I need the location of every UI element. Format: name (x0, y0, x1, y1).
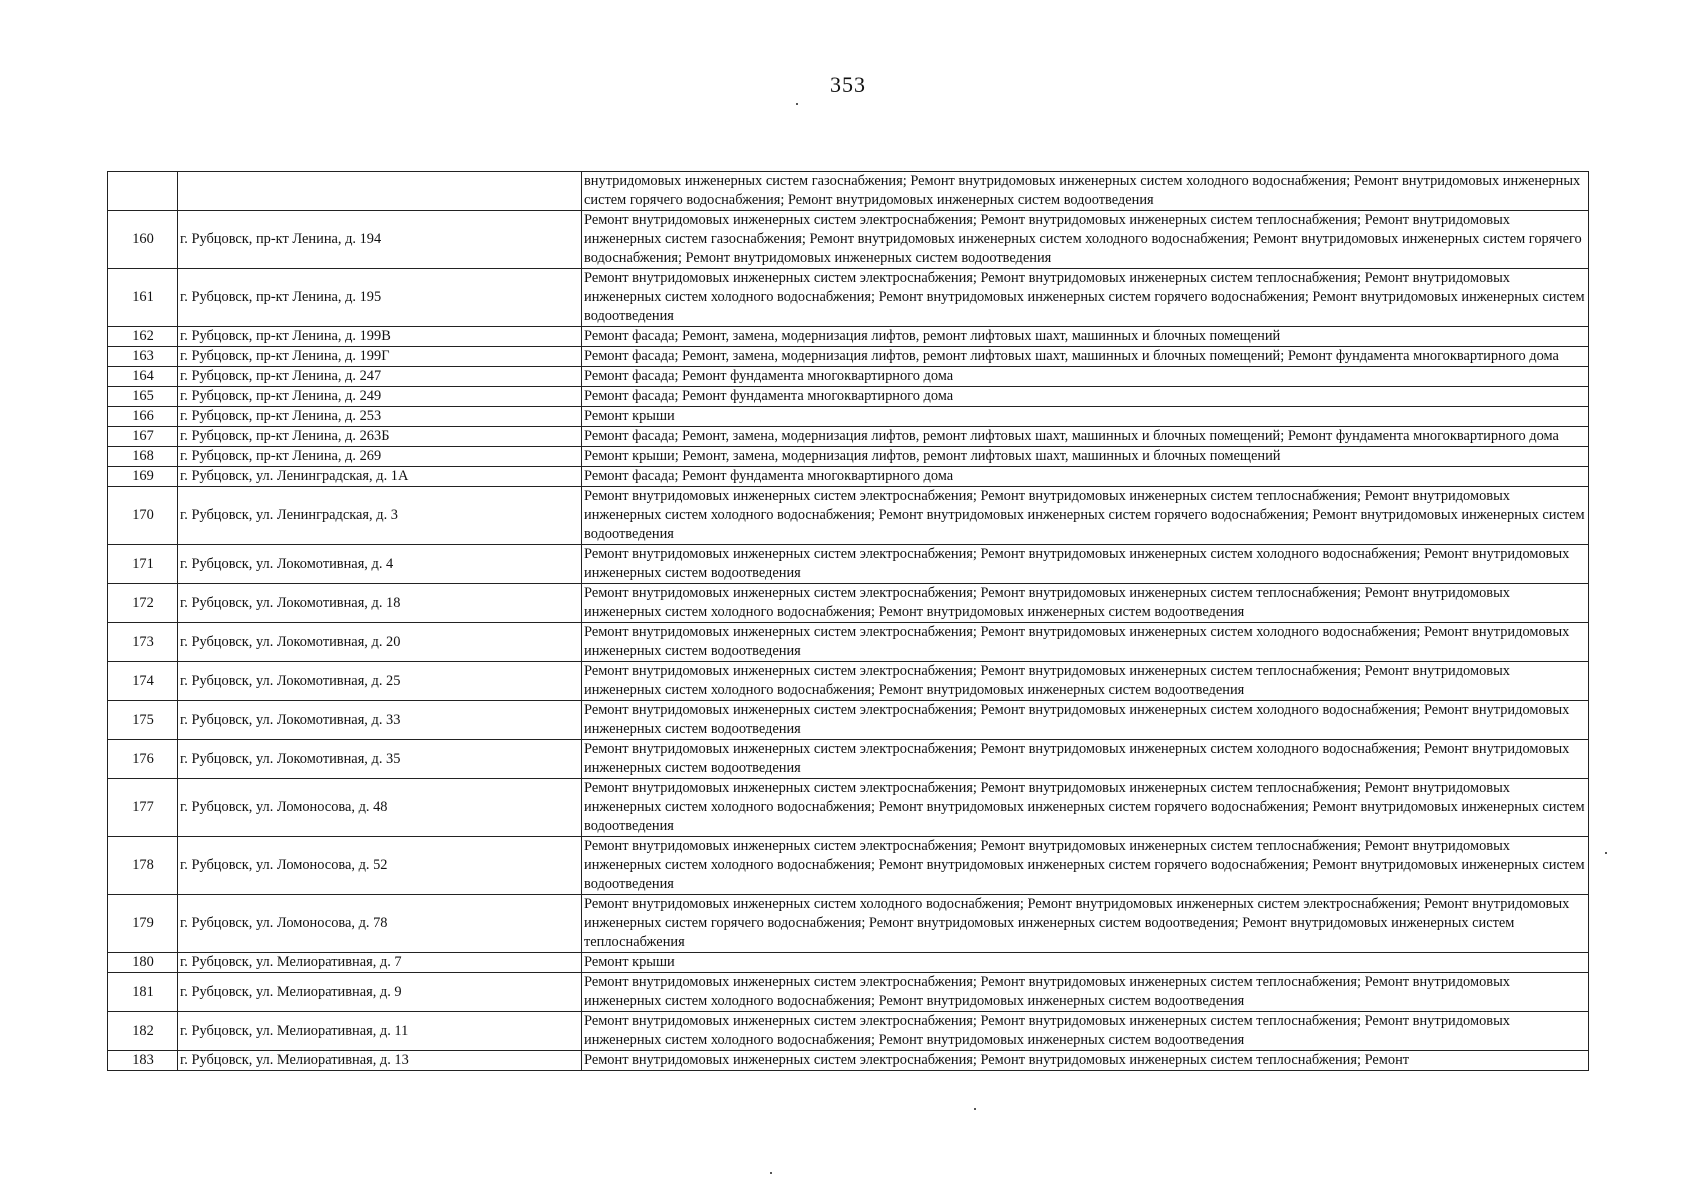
table-row (108, 953, 1589, 973)
address-cell: г. Рубцовск, ул. Локомотивная, д. 4 (178, 545, 582, 584)
scan-speck (1605, 852, 1607, 854)
row-number-cell: 166 (108, 407, 178, 427)
row-number-cell: 168 (108, 447, 178, 467)
table-row (108, 701, 1589, 740)
address-cell: г. Рубцовск, пр-кт Ленина, д. 195 (178, 269, 582, 327)
table-row (108, 269, 1589, 327)
row-number-cell: 170 (108, 487, 178, 545)
works-cell: Ремонт внутридомовых инженерных систем электроснабжения; Ремонт внутридомовых инженерных систем холодного водоснабжения; Ремонт внутридомовых инженерных систем водоотведения (582, 545, 1589, 584)
works-cell: Ремонт внутридомовых инженерных систем электроснабжения; Ремонт внутридомовых инженерных систем холодного водоснабжения; Ремонт внутридомовых инженерных систем водоотведения (582, 701, 1589, 740)
address-cell: г. Рубцовск, ул. Ленинградская, д. 1А (178, 467, 582, 487)
registry-table (107, 171, 1589, 1071)
registry-table-body (108, 172, 1589, 1071)
row-number-cell: 180 (108, 953, 178, 973)
works-cell: Ремонт внутридомовых инженерных систем электроснабжения; Ремонт внутридомовых инженерных систем холодного водоснабжения; Ремонт внутридомовых инженерных систем водоотведения (582, 740, 1589, 779)
table-row (108, 584, 1589, 623)
address-cell: г. Рубцовск, пр-кт Ленина, д. 199Г (178, 347, 582, 367)
works-cell: Ремонт внутридомовых инженерных систем электроснабжения; Ремонт внутридомовых инженерных систем теплоснабжения; Ремонт внутридомовых инженерных систем холодного водоснабжения; Ремонт внутридомовых инженерных систем горячего водоснабжения; Ремонт внутридомовых инженерных систем водоотведения (582, 269, 1589, 327)
row-number-cell: 169 (108, 467, 178, 487)
table-row (108, 407, 1589, 427)
table-row (108, 545, 1589, 584)
table-row (108, 779, 1589, 837)
row-number-cell: 172 (108, 584, 178, 623)
table-row (108, 1051, 1589, 1071)
address-cell: г. Рубцовск, пр-кт Ленина, д. 263Б (178, 427, 582, 447)
works-cell: Ремонт фасада; Ремонт фундамента многоквартирного дома (582, 467, 1589, 487)
row-number-cell: 171 (108, 545, 178, 584)
works-cell: Ремонт внутридомовых инженерных систем электроснабжения; Ремонт внутридомовых инженерных систем теплоснабжения; Ремонт внутридомовых инженерных систем холодного водоснабжения; Ремонт внутридомовых инженерных систем водоотведения (582, 1012, 1589, 1051)
works-cell: внутридомовых инженерных систем газоснабжения; Ремонт внутридомовых инженерных систем холодного водоснабжения; Ремонт внутридомовых инженерных систем горячего водоснабжения; Ремонт внутридомовых инженерных систем водоотведения (582, 172, 1589, 211)
address-cell: г. Рубцовск, ул. Ленинградская, д. 3 (178, 487, 582, 545)
works-cell: Ремонт внутридомовых инженерных систем электроснабжения; Ремонт внутридомовых инженерных систем теплоснабжения; Ремонт внутридомовых инженерных систем холодного водоснабжения; Ремонт внутридомовых инженерных систем горячего водоснабжения; Ремонт внутридомовых инженерных систем водоотведения (582, 487, 1589, 545)
row-number-cell: 179 (108, 895, 178, 953)
row-number-cell: 167 (108, 427, 178, 447)
address-cell: г. Рубцовск, ул. Локомотивная, д. 25 (178, 662, 582, 701)
row-number-cell: 175 (108, 701, 178, 740)
address-cell: г. Рубцовск, ул. Ломоносова, д. 48 (178, 779, 582, 837)
works-cell: Ремонт внутридомовых инженерных систем электроснабжения; Ремонт внутридомовых инженерных систем теплоснабжения; Ремонт внутридомовых инженерных систем холодного водоснабжения; Ремонт внутридомовых инженерных систем водоотведения (582, 662, 1589, 701)
works-cell: Ремонт фасада; Ремонт, замена, модернизация лифтов, ремонт лифтовых шахт, машинных и блочных помещений; Ремонт фундамента многоквартирного дома (582, 347, 1589, 367)
table-row (108, 1012, 1589, 1051)
address-cell: г. Рубцовск, пр-кт Ленина, д. 269 (178, 447, 582, 467)
table-row (108, 662, 1589, 701)
page-number: 353 (830, 72, 866, 97)
address-cell: г. Рубцовск, ул. Мелиоративная, д. 7 (178, 953, 582, 973)
table-row (108, 447, 1589, 467)
row-number-cell: 178 (108, 837, 178, 895)
address-cell: г. Рубцовск, ул. Локомотивная, д. 35 (178, 740, 582, 779)
row-number-cell (108, 172, 178, 211)
table-row (108, 172, 1589, 211)
address-cell (178, 172, 582, 211)
row-number-cell: 162 (108, 327, 178, 347)
scan-speck (770, 1172, 772, 1174)
works-cell: Ремонт фасада; Ремонт фундамента многоквартирного дома (582, 367, 1589, 387)
table-row (108, 623, 1589, 662)
address-cell: г. Рубцовск, пр-кт Ленина, д. 247 (178, 367, 582, 387)
table-row (108, 895, 1589, 953)
works-cell: Ремонт внутридомовых инженерных систем электроснабжения; Ремонт внутридомовых инженерных систем теплоснабжения; Ремонт внутридомовых инженерных систем холодного водоснабжения; Ремонт внутридомовых инженерных систем водоотведения (582, 973, 1589, 1012)
row-number-cell: 160 (108, 211, 178, 269)
row-number-cell: 173 (108, 623, 178, 662)
address-cell: г. Рубцовск, пр-кт Ленина, д. 194 (178, 211, 582, 269)
table-row (108, 347, 1589, 367)
table-row (108, 387, 1589, 407)
address-cell: г. Рубцовск, ул. Локомотивная, д. 20 (178, 623, 582, 662)
works-cell: Ремонт внутридомовых инженерных систем холодного водоснабжения; Ремонт внутридомовых инженерных систем электроснабжения; Ремонт внутридомовых инженерных систем горячего водоснабжения; Ремонт внутридомовых инженерных систем водоотведения; Ремонт внутридомовых инженерных систем теплоснабжения (582, 895, 1589, 953)
scan-speck (796, 103, 798, 105)
table-row (108, 487, 1589, 545)
table-row (108, 740, 1589, 779)
address-cell: г. Рубцовск, пр-кт Ленина, д. 199В (178, 327, 582, 347)
table-row (108, 467, 1589, 487)
works-cell: Ремонт крыши; Ремонт, замена, модернизация лифтов, ремонт лифтовых шахт, машинных и блочных помещений (582, 447, 1589, 467)
address-cell: г. Рубцовск, пр-кт Ленина, д. 249 (178, 387, 582, 407)
row-number-cell: 163 (108, 347, 178, 367)
works-cell: Ремонт внутридомовых инженерных систем электроснабжения; Ремонт внутридомовых инженерных систем теплоснабжения; Ремонт (582, 1051, 1589, 1071)
row-number-cell: 164 (108, 367, 178, 387)
row-number-cell: 182 (108, 1012, 178, 1051)
works-cell: Ремонт крыши (582, 953, 1589, 973)
address-cell: г. Рубцовск, пр-кт Ленина, д. 253 (178, 407, 582, 427)
table-row (108, 367, 1589, 387)
table-row (108, 327, 1589, 347)
works-cell: Ремонт крыши (582, 407, 1589, 427)
address-cell: г. Рубцовск, ул. Мелиоративная, д. 11 (178, 1012, 582, 1051)
works-cell: Ремонт фасада; Ремонт, замена, модернизация лифтов, ремонт лифтовых шахт, машинных и блочных помещений; Ремонт фундамента многоквартирного дома (582, 427, 1589, 447)
row-number-cell: 176 (108, 740, 178, 779)
row-number-cell: 174 (108, 662, 178, 701)
works-cell: Ремонт фасада; Ремонт фундамента многоквартирного дома (582, 387, 1589, 407)
works-cell: Ремонт внутридомовых инженерных систем электроснабжения; Ремонт внутридомовых инженерных систем теплоснабжения; Ремонт внутридомовых инженерных систем газоснабжения; Ремонт внутридомовых инженерных систем холодного водоснабжения; Ремонт внутридомовых инженерных систем горячего водоснабжения; Ремонт внутридомовых инженерных систем водоотведения (582, 211, 1589, 269)
scan-speck (974, 1108, 976, 1110)
row-number-cell: 165 (108, 387, 178, 407)
table-row (108, 427, 1589, 447)
table-row (108, 211, 1589, 269)
address-cell: г. Рубцовск, ул. Ломоносова, д. 78 (178, 895, 582, 953)
address-cell: г. Рубцовск, ул. Мелиоративная, д. 9 (178, 973, 582, 1012)
row-number-cell: 161 (108, 269, 178, 327)
works-cell: Ремонт внутридомовых инженерных систем электроснабжения; Ремонт внутридомовых инженерных систем теплоснабжения; Ремонт внутридомовых инженерных систем холодного водоснабжения; Ремонт внутридомовых инженерных систем водоотведения (582, 584, 1589, 623)
table-row (108, 973, 1589, 1012)
row-number-cell: 183 (108, 1051, 178, 1071)
table-row (108, 837, 1589, 895)
works-cell: Ремонт внутридомовых инженерных систем электроснабжения; Ремонт внутридомовых инженерных систем теплоснабжения; Ремонт внутридомовых инженерных систем холодного водоснабжения; Ремонт внутридомовых инженерных систем горячего водоснабжения; Ремонт внутридомовых инженерных систем водоотведения (582, 837, 1589, 895)
address-cell: г. Рубцовск, ул. Локомотивная, д. 18 (178, 584, 582, 623)
works-cell: Ремонт внутридомовых инженерных систем электроснабжения; Ремонт внутридомовых инженерных систем холодного водоснабжения; Ремонт внутридомовых инженерных систем водоотведения (582, 623, 1589, 662)
address-cell: г. Рубцовск, ул. Ломоносова, д. 52 (178, 837, 582, 895)
works-cell: Ремонт фасада; Ремонт, замена, модернизация лифтов, ремонт лифтовых шахт, машинных и блочных помещений (582, 327, 1589, 347)
works-cell: Ремонт внутридомовых инженерных систем электроснабжения; Ремонт внутридомовых инженерных систем теплоснабжения; Ремонт внутридомовых инженерных систем холодного водоснабжения; Ремонт внутридомовых инженерных систем горячего водоснабжения; Ремонт внутридомовых инженерных систем водоотведения (582, 779, 1589, 837)
row-number-cell: 177 (108, 779, 178, 837)
address-cell: г. Рубцовск, ул. Локомотивная, д. 33 (178, 701, 582, 740)
address-cell: г. Рубцовск, ул. Мелиоративная, д. 13 (178, 1051, 582, 1071)
row-number-cell: 181 (108, 973, 178, 1012)
